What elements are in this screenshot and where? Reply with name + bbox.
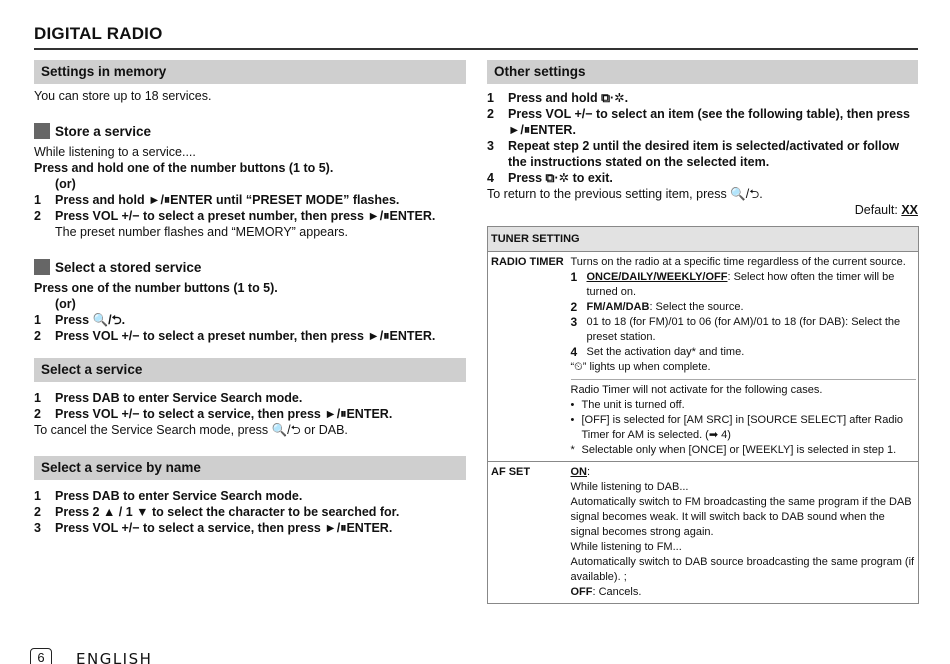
bullet-item — [571, 413, 917, 443]
item-name: RADIO TIMER — [488, 252, 568, 462]
left-column — [34, 60, 466, 536]
not-activate-text: Radio Timer will not activate for the following cases. — [570, 384, 823, 396]
store-note: The preset number flashes and “MEMORY” appears. — [55, 225, 348, 239]
settings-memory-intro: You can store up to 18 services. — [34, 89, 212, 103]
select-service-heading: Select a service — [34, 358, 466, 382]
other-step-3 — [487, 138, 918, 170]
default-label: Default: — [854, 203, 902, 217]
option-text: ONCE/DAILY/WEEKLY/OFF — [586, 271, 728, 283]
step-text: Press ⧉·✲ to exit. — [508, 171, 613, 185]
step-text: Press and hold ►/⏸ENTER until “PRESET MODE” flashes. — [55, 193, 400, 207]
step-text: Press DAB to enter Service Search mode. — [55, 489, 303, 503]
item-description — [568, 252, 919, 462]
bullet-dot-icon: • — [570, 399, 575, 411]
step-text: 01 to 18 (for FM)/01 to 06 (for AM)/01 to 18 (for DAB): Select the preset station. — [586, 316, 901, 343]
bullet-dot-icon: • — [570, 414, 575, 426]
footnote-text: Selectable only when [ONCE] or [WEEKLY] is selected in step 1. — [581, 444, 897, 456]
store-or: (or) — [55, 177, 76, 191]
option-off-desc: : Cancels. — [592, 586, 642, 598]
radio-timer-desc: Turns on the radio at a specific time regardless of the current source. — [570, 256, 906, 268]
page-number: 6 — [30, 648, 52, 664]
radio-timer-step-4 — [571, 345, 917, 360]
step-number: 1 — [570, 270, 578, 284]
select-service-step-2 — [34, 406, 466, 422]
step-text: Press and hold ⧉·✲. — [508, 91, 629, 105]
step-number: 2 — [34, 329, 41, 343]
step-number: 1 — [34, 193, 41, 207]
step-number: 2 — [487, 107, 494, 121]
bullet-text: [OFF] is selected for [AM SRC] in [SOURCE SELECT] after Radio Timer for AM is selected. (➡ 4) — [581, 414, 904, 441]
footnote — [571, 443, 917, 458]
step-number: 4 — [570, 345, 578, 359]
option-desc: : Select how often the timer will be turned on. — [586, 271, 895, 298]
step-text: Press VOL +/− to select a service, then press ►/⏸ENTER. — [55, 521, 393, 535]
af-line-2: Automatically switch to FM broadcasting the same program if the DAB signal becomes weak. It will switch back to DAB sound when the signal becomes strong again. — [570, 496, 912, 538]
select-stored-press: Press one of the number buttons (1 to 5). — [34, 281, 278, 295]
select-stored-title: Select a stored service — [55, 259, 202, 275]
select-by-name-step-3 — [34, 520, 466, 536]
option-colon: : — [587, 466, 591, 478]
radio-timer-step-2 — [571, 300, 917, 315]
af-line-4: Automatically switch to DAB source broadcasting the same program (if available). ; — [570, 556, 915, 583]
step-text: Repeat step 2 until the desired item is selected/activated or follow the instructions stated on the selected item. — [508, 139, 900, 169]
table-header: TUNER SETTING — [488, 227, 919, 252]
option-off: OFF — [570, 586, 593, 598]
step-text: Press 2 ▲ / 1 ▼ to select the character to be searched for. — [55, 505, 400, 519]
radio-timer-step-3 — [571, 315, 917, 345]
cell-divider — [571, 379, 917, 380]
step-number: 1 — [34, 489, 41, 503]
store-step-1 — [34, 192, 466, 208]
step-number: 2 — [34, 407, 41, 421]
other-step-4 — [487, 170, 918, 186]
step-number: 2 — [34, 209, 41, 223]
default-value: XX — [901, 203, 918, 217]
store-service-title: Store a service — [55, 123, 152, 139]
select-stored-or: (or) — [55, 297, 76, 311]
step-number: 2 — [570, 300, 578, 314]
step-text: Press VOL +/− to select a preset number, then press ►/⏸ENTER. — [55, 209, 436, 223]
step-text — [587, 300, 744, 315]
other-step-1 — [487, 90, 918, 106]
step-number: 1 — [34, 313, 41, 327]
select-by-name-step-1 — [34, 488, 466, 504]
item-description — [568, 462, 919, 604]
other-step-2 — [487, 106, 918, 138]
store-service-heading — [34, 122, 466, 140]
step-number: 3 — [34, 521, 41, 535]
asterisk-mark: * — [570, 444, 575, 456]
step-number: 4 — [487, 171, 494, 185]
select-service-step-1 — [34, 390, 466, 406]
item-name: AF SET — [488, 462, 568, 604]
step-text: Press VOL +/− to select a preset number, then press ►/⏸ENTER. — [55, 329, 436, 343]
select-service-cancel: To cancel the Service Search mode, press 🔍/⮌ or DAB. — [34, 423, 348, 437]
store-while-text: While listening to a service.... — [34, 145, 196, 159]
store-press-hold: Press and hold one of the number buttons (1 to 5). — [34, 161, 334, 175]
af-line-1: While listening to DAB... — [570, 481, 689, 493]
step-number: 2 — [34, 505, 41, 519]
option-on: ON — [570, 466, 587, 478]
af-off-line — [571, 585, 917, 600]
select-stored-step-2 — [34, 328, 466, 344]
page-title: DIGITAL RADIO — [34, 24, 163, 43]
select-by-name-heading: Select a service by name — [34, 456, 466, 480]
bullet-text: The unit is turned off. — [581, 399, 685, 411]
radio-timer-step-1 — [571, 270, 917, 300]
settings-memory-heading: Settings in memory — [34, 60, 466, 84]
step-text: Press VOL +/− to select an item (see the following table), then press ►/⏸ENTER. — [508, 107, 910, 137]
step-text — [587, 270, 917, 300]
default-indicator — [487, 202, 918, 218]
step-text: Press VOL +/− to select a service, then press ►/⏸ENTER. — [55, 407, 393, 421]
step-number: 1 — [34, 391, 41, 405]
step-text: Press DAB to enter Service Search mode. — [55, 391, 303, 405]
select-by-name-step-2 — [34, 504, 466, 520]
other-settings-heading: Other settings — [487, 60, 918, 84]
option-desc: : Select the source. — [649, 301, 744, 313]
step-number: 3 — [570, 315, 578, 329]
table-row-af-set — [488, 462, 919, 604]
af-on-line — [571, 465, 917, 480]
language-label: ENGLISH — [76, 650, 153, 664]
table-row-radio-timer — [488, 252, 919, 462]
right-column — [487, 60, 918, 604]
option-text: FM/AM/DAB — [586, 301, 650, 313]
tuner-setting-table — [487, 226, 919, 604]
title-divider — [34, 48, 918, 50]
step-number: 1 — [487, 91, 494, 105]
step-text: Set the activation day* and time. — [586, 346, 745, 358]
af-line-3: While listening to FM... — [570, 541, 682, 553]
store-step-2 — [34, 208, 466, 224]
step-text: Press 🔍/⮌. — [55, 313, 126, 327]
square-bullet-icon — [34, 259, 50, 275]
timer-icon-note: “⏲” lights up when complete. — [570, 361, 711, 373]
square-bullet-icon — [34, 123, 50, 139]
select-stored-heading — [34, 258, 466, 276]
return-instruction: To return to the previous setting item, press 🔍/⮌. — [487, 187, 763, 201]
bullet-item — [571, 398, 917, 413]
step-number: 3 — [487, 139, 494, 153]
select-stored-step-1 — [34, 312, 466, 328]
